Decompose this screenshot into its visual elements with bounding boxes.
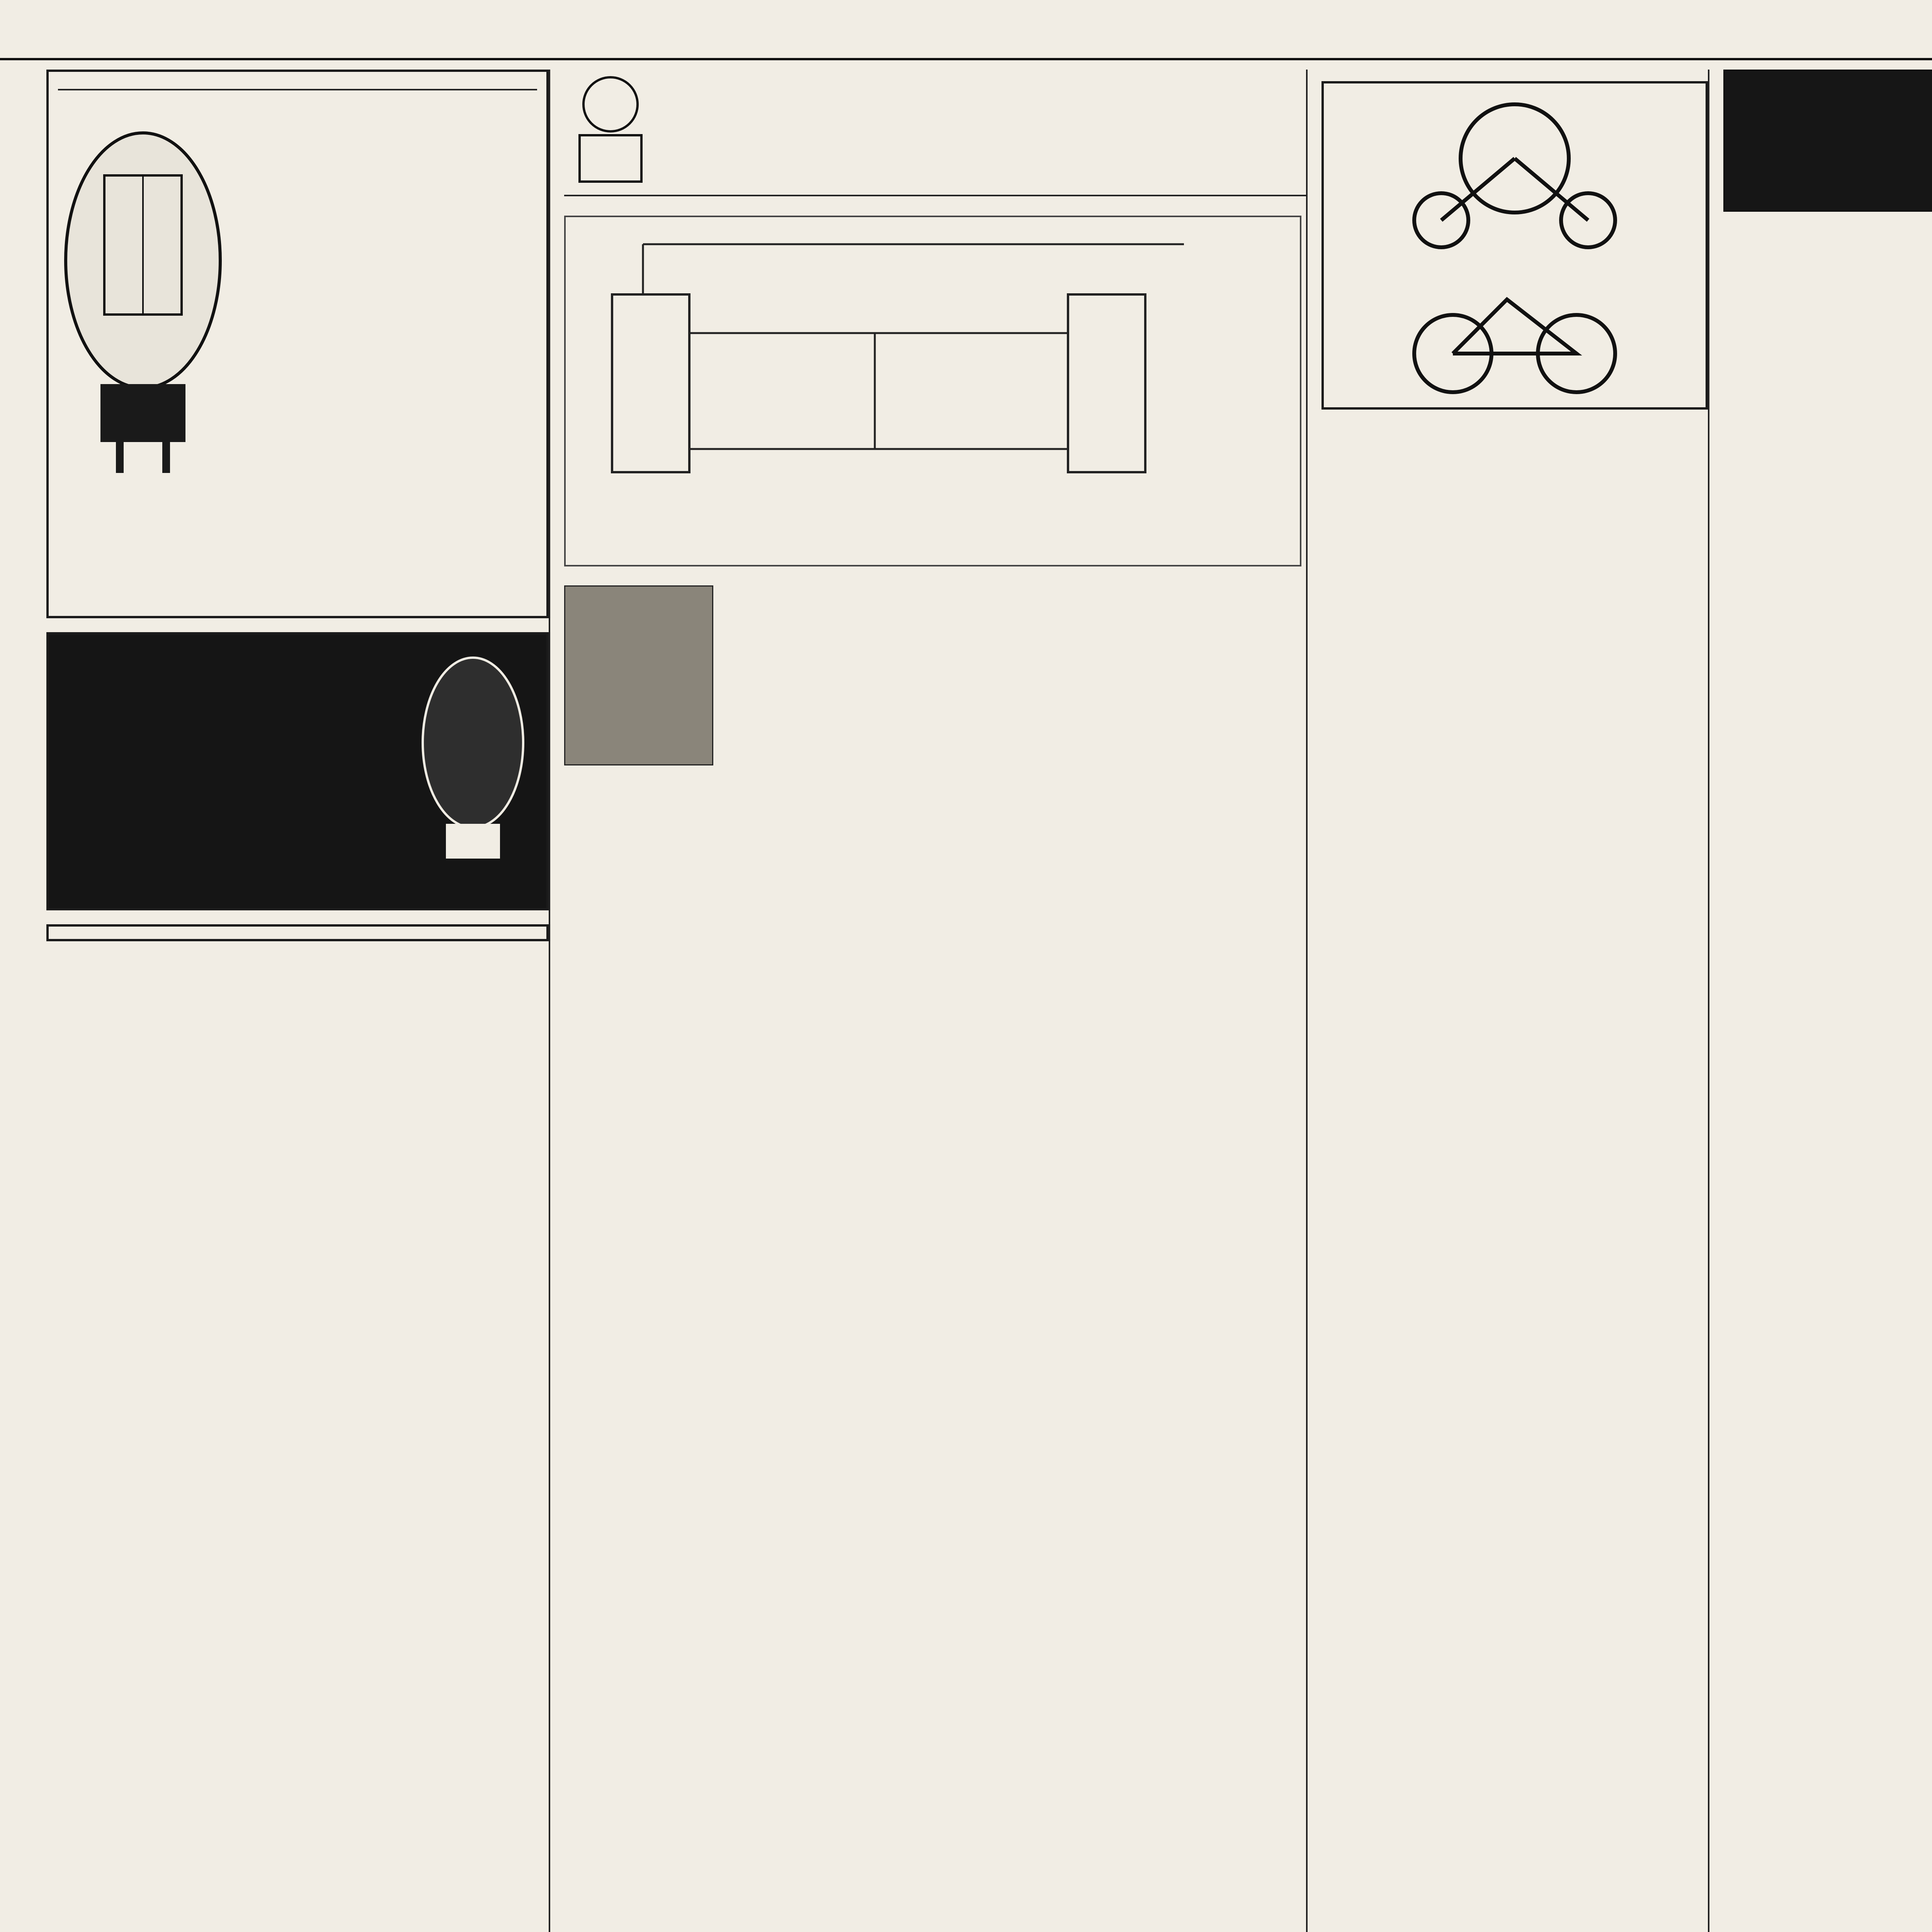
- column-1: [46, 70, 550, 1932]
- swimming-article: [564, 576, 927, 770]
- radio-body: [564, 206, 1306, 208]
- mullard-ad: [46, 632, 549, 910]
- radio-banner: [564, 70, 1306, 185]
- supertron-ad: [46, 70, 549, 618]
- valve-illustration: [58, 98, 228, 485]
- notes-article: [943, 576, 1306, 770]
- tricycle-illustration: [1399, 93, 1631, 255]
- radio-mascot-illustration: [564, 70, 657, 185]
- column-2: [564, 70, 1308, 1932]
- oscillating-crystal-circuit-diagram: [564, 216, 1301, 566]
- column-3: [1321, 70, 1709, 1932]
- mullard-valve-illustration: [415, 650, 531, 866]
- swimmer-photo: [564, 585, 713, 765]
- shows-panel: [1723, 70, 1932, 1932]
- wingates-ad: [1321, 81, 1708, 410]
- bicycle-illustration: [1399, 257, 1631, 396]
- on-the-green-header: [46, 924, 549, 941]
- masthead: [0, 0, 1932, 60]
- round-the-shows-banner: [1723, 70, 1932, 212]
